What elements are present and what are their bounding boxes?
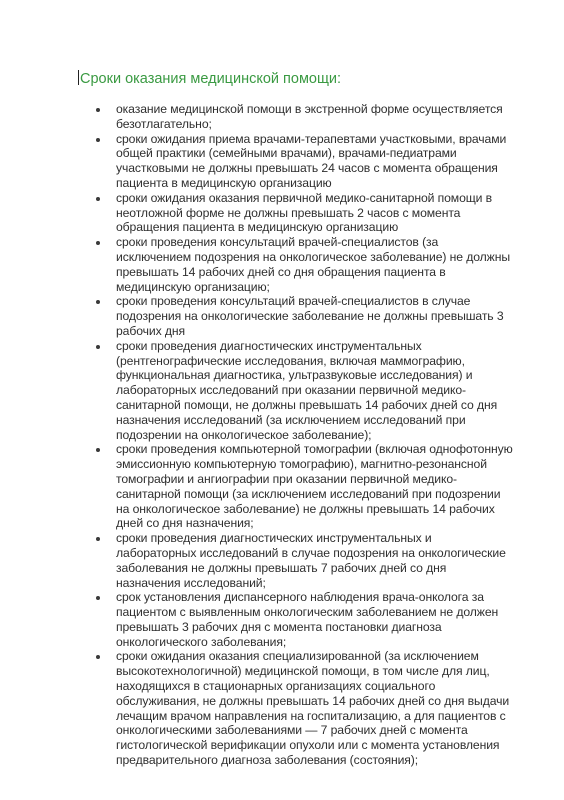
list-item-line: дней со дня назначения; bbox=[116, 516, 254, 531]
bullet-icon bbox=[96, 241, 100, 245]
bullet-icon bbox=[96, 537, 100, 541]
list-item-line: срок установления диспансерного наблюдения врача-онколога за bbox=[116, 590, 484, 605]
list-item-line: санитарной помощи (за исключением исследований при подозрении bbox=[116, 486, 501, 501]
list-item-line: предварительного диагноза заболевания (состояния); bbox=[116, 753, 419, 768]
list-item bbox=[96, 102, 536, 132]
list-item bbox=[96, 531, 536, 590]
list-item-line: оказание медицинской помощи в экстренной форме осуществляется bbox=[116, 102, 503, 116]
list-item-line: онкологическими заболеваниями — 7 рабочих дней с момента bbox=[116, 723, 468, 738]
list-item-line: сроки ожидания приема врачами-терапевтами участковыми, врачами bbox=[116, 131, 507, 146]
list-item-line: превышать 3 рабочих дня с момента постановки диагноза bbox=[116, 619, 442, 634]
list-item-line: участковыми не должны превышать 24 часов с момента обращения bbox=[116, 161, 498, 176]
list-item-line: пациента в медицинскую организацию bbox=[116, 175, 332, 190]
list-item-line: заболевания не должны превышать 7 рабочих дней со дня bbox=[116, 560, 447, 575]
list-item-line: пациентом с выявленным онкологическим заболеванием не должен bbox=[116, 605, 499, 620]
list-item bbox=[96, 294, 536, 338]
list-item-line: (рентгенографические исследования, включая маммографию, bbox=[116, 353, 465, 368]
list-item-line: превышать 14 рабочих дней со дня обращения пациента в bbox=[116, 264, 446, 279]
list-item-line: неотложной форме не должны превышать 2 часов с момента bbox=[116, 205, 461, 220]
list-item-line: томографии и ангиографии при оказании первичной медико- bbox=[116, 471, 457, 486]
list-item bbox=[96, 235, 536, 294]
list-item-line: сроки проведения диагностических инструментальных bbox=[116, 338, 422, 353]
list-item-line: безотлагательно; bbox=[116, 116, 212, 131]
list-item-line: лабораторных исследований при оказании первичной медико- bbox=[116, 383, 466, 398]
bullet-icon bbox=[96, 345, 100, 349]
list-item-line: обращения пациента в медицинскую организацию bbox=[116, 220, 399, 235]
list-item-line: исключением подозрения на онкологическое заболевание) не должны bbox=[116, 249, 510, 264]
list-item-line: обслуживания, не должны превышать 14 рабочих дней со дня выдачи bbox=[116, 693, 510, 708]
list-item bbox=[96, 132, 536, 191]
list-item-line: высокотехнологичной) медицинской помощи, в том числе для лиц, bbox=[116, 664, 490, 679]
bullet-icon bbox=[96, 197, 100, 201]
terms-list bbox=[96, 102, 536, 768]
list-item-line: сроки проведения консультаций врачей-специалистов (за bbox=[116, 235, 439, 250]
list-item-line: онкологического заболевания; bbox=[116, 634, 287, 649]
list-item bbox=[96, 442, 536, 531]
list-item-line: медицинскую организацию; bbox=[116, 279, 270, 294]
list-item-line: сроки проведения консультаций врачей-специалистов в случае bbox=[116, 294, 471, 309]
bullet-icon bbox=[96, 138, 100, 142]
list-item-line: находящихся в стационарных организациях социального bbox=[116, 679, 436, 694]
bullet-icon bbox=[96, 655, 100, 659]
list-item-line: лабораторных исследований в случае подозрения на онкологические bbox=[116, 545, 506, 560]
list-item-line: общей практики (семейными врачами), врачами-педиатрами bbox=[116, 146, 457, 161]
list-item-line: назначения исследований (за исключением исследований при bbox=[116, 412, 466, 427]
list-item bbox=[96, 191, 536, 235]
list-item-line: гистологической верификации опухоли или с момента установления bbox=[116, 738, 500, 753]
list-item-line: сроки ожидания оказания специализированной (за исключением bbox=[116, 649, 479, 664]
page-heading bbox=[78, 70, 341, 88]
heading-text: Сроки оказания медицинской помощи: bbox=[80, 71, 342, 87]
list-item-line: рабочих дня bbox=[116, 323, 186, 338]
list-item-line: назначения исследований; bbox=[116, 575, 266, 590]
list-item-line: подозрении на онкологическое заболевание); bbox=[116, 427, 372, 442]
bullet-icon bbox=[96, 448, 100, 452]
list-item-line: сроки проведения компьютерной томографии (включая однофотонную bbox=[116, 442, 513, 457]
list-item-line: на онкологическое заболевание) не должны превышать 14 рабочих bbox=[116, 501, 495, 516]
text-cursor bbox=[78, 70, 79, 85]
list-item-line: санитарной помощи, не должны превышать 14 рабочих дней со дня bbox=[116, 397, 498, 412]
list-item-line: эмиссионную компьютерную томографию), магнитно-резонансной bbox=[116, 457, 487, 472]
bullet-icon bbox=[96, 596, 100, 600]
bullet-icon bbox=[96, 108, 100, 112]
bullet-icon bbox=[96, 300, 100, 304]
list-item bbox=[96, 339, 536, 443]
list-item bbox=[96, 590, 536, 649]
list-item-line: лечащим врачом направления на госпитализацию, а для пациентов с bbox=[116, 708, 506, 723]
list-item-line: сроки ожидания оказания первичной медико-санитарной помощи в bbox=[116, 190, 493, 205]
list-item-line: подозрения на онкологические заболевание не должны превышать 3 bbox=[116, 309, 504, 324]
list-item bbox=[96, 649, 536, 767]
list-item-line: сроки проведения диагностических инструментальных и bbox=[116, 531, 432, 546]
list-item-line: функциональная диагностика, ультразвуковые исследования) и bbox=[116, 368, 473, 383]
